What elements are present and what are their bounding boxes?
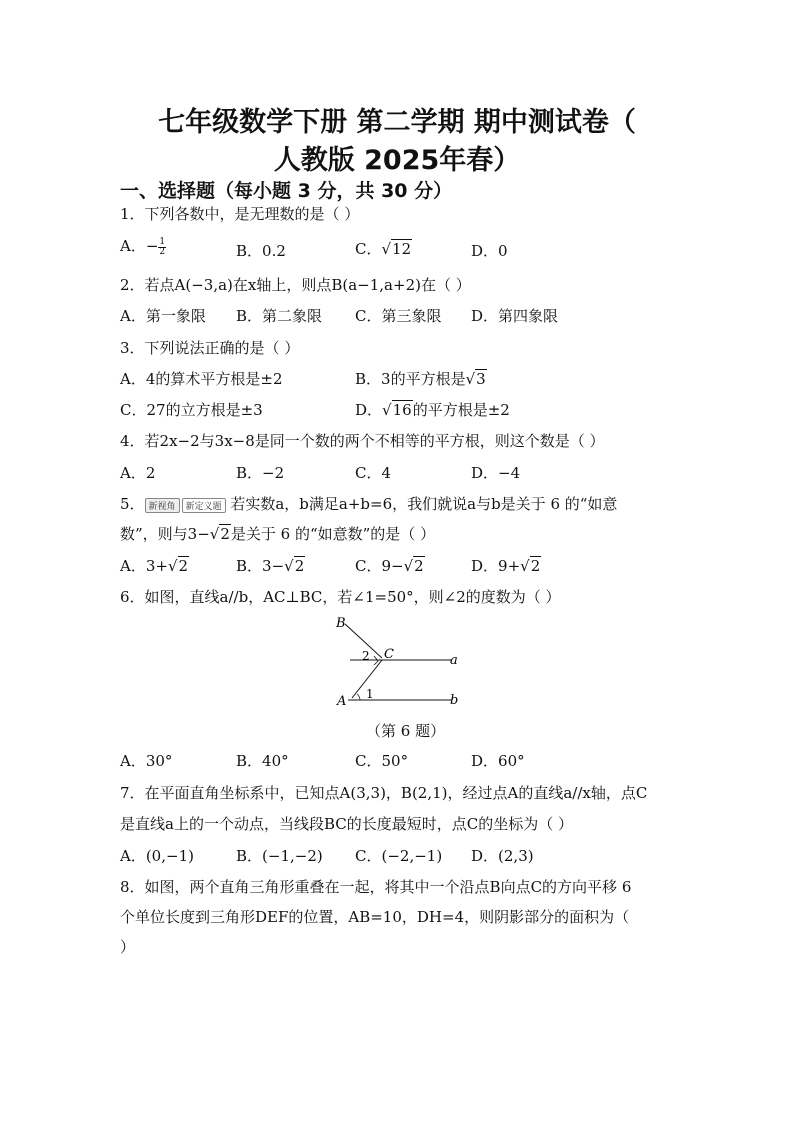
- question-4-stem: 4．若2x−2与3x−8是同一个数的两个不相等的平方根，则这个数是（ ）: [120, 432, 605, 450]
- question-8-stem-line1: 8．如图，两个直角三角形重叠在一起，将其中一个沿点B向点C的方向平移 6: [120, 878, 632, 896]
- question-6-option-b: B．40°: [236, 752, 289, 770]
- question-6-stem: 6．如图，直线a//b，AC⊥BC，若∠1=50°，则∠2的度数为（ ）: [120, 588, 561, 606]
- question-7-option-a: A．(0,−1): [120, 847, 194, 865]
- question-4-option-b: B．−2: [236, 464, 285, 482]
- question-1-stem: 1．下列各数中，是无理数的是（ ）: [120, 205, 360, 223]
- label-C: C: [384, 647, 394, 662]
- angle-1-label: 1: [366, 687, 374, 701]
- exam-title-line2: 人教版 2025年春）: [273, 145, 521, 176]
- question-5-option-a: A．3+√2: [120, 557, 189, 575]
- question-5-stem-line1: 5． 新视角 新定义题 若实数a，b满足a+b=6，我们就说a与b是关于 6 的“如意: [120, 495, 618, 513]
- question-6-figure-caption: （第 6 题）: [366, 722, 446, 740]
- question-5-option-c: C．9−√2: [355, 557, 424, 575]
- question-5-option-d: D．9+√2: [471, 557, 541, 575]
- question-6-option-a: A．30°: [120, 752, 173, 770]
- question-4-option-c: C．4: [355, 464, 392, 482]
- question-3-option-d: D．√16的平方根是±2: [355, 401, 510, 419]
- question-8-stem-line3: ）: [120, 938, 136, 956]
- question-3-option-b: B．3的平方根是√3: [355, 370, 486, 388]
- label-a: a: [450, 653, 458, 668]
- question-6-option-d: D．60°: [471, 752, 525, 770]
- question-3-option-a: A．4的算术平方根是±2: [120, 370, 283, 388]
- question-8-stem-line2: 个单位长度到三角形DEF的位置，AB=10，DH=4，则阴影部分的面积为（: [120, 908, 630, 926]
- question-5-option-b: B．3−√2: [236, 557, 305, 575]
- question-6-option-c: C．50°: [355, 752, 409, 770]
- question-2-option-d: D．第四象限: [471, 307, 559, 325]
- tag-badge: 新定义题: [182, 498, 226, 513]
- question-6-figure: [330, 612, 490, 712]
- fraction: $\frac{1}{2}$: [159, 236, 166, 257]
- question-7-option-b: B．(−1,−2): [236, 847, 323, 865]
- question-2-option-a: A．第一象限: [120, 307, 206, 325]
- question-1-option-d: D．0: [471, 242, 508, 260]
- question-1-option-b: B．0.2: [236, 242, 286, 260]
- question-1-option-c: C．√12: [355, 240, 412, 258]
- section-heading: 一、选择题（每小题 3 分，共 30 分）: [120, 180, 453, 202]
- question-2-option-c: C．第三象限: [355, 307, 442, 325]
- label-B: B: [336, 616, 346, 631]
- question-1-option-a: A．− $\frac{1}{2}$: [120, 236, 166, 257]
- question-2-option-b: B．第二象限: [236, 307, 323, 325]
- question-2-stem: 2．若点A(−3,a)在x轴上，则点B(a−1,a+2)在（ ）: [120, 276, 471, 294]
- question-4-option-a: A．2: [120, 464, 156, 482]
- angle-2-label: 2: [362, 649, 370, 663]
- label-b: b: [450, 693, 459, 708]
- question-3-option-c: C．27的立方根是±3: [120, 401, 263, 419]
- question-3-stem: 3．下列说法正确的是（ ）: [120, 339, 300, 357]
- question-7-option-c: C．(−2,−1): [355, 847, 443, 865]
- question-7-stem-line2: 是直线a上的一个动点，当线段BC的长度最短时，点C的坐标为（ ）: [120, 815, 573, 833]
- question-7-stem-line1: 7．在平面直角坐标系中，已知点A(3,3)，B(2,1)，经过点A的直线a//x轴，点C: [120, 784, 648, 802]
- exam-title-line1: 七年级数学下册 第二学期 期中测试卷（: [158, 107, 636, 138]
- question-5-stem-line2: 数”，则与3−√2是关于 6 的“如意数”的是（ ）: [120, 525, 436, 543]
- label-A: A: [337, 694, 347, 709]
- question-7-option-d: D．(2,3): [471, 847, 534, 865]
- question-4-option-d: D．−4: [471, 464, 521, 482]
- tag-badge: 新视角: [145, 498, 180, 513]
